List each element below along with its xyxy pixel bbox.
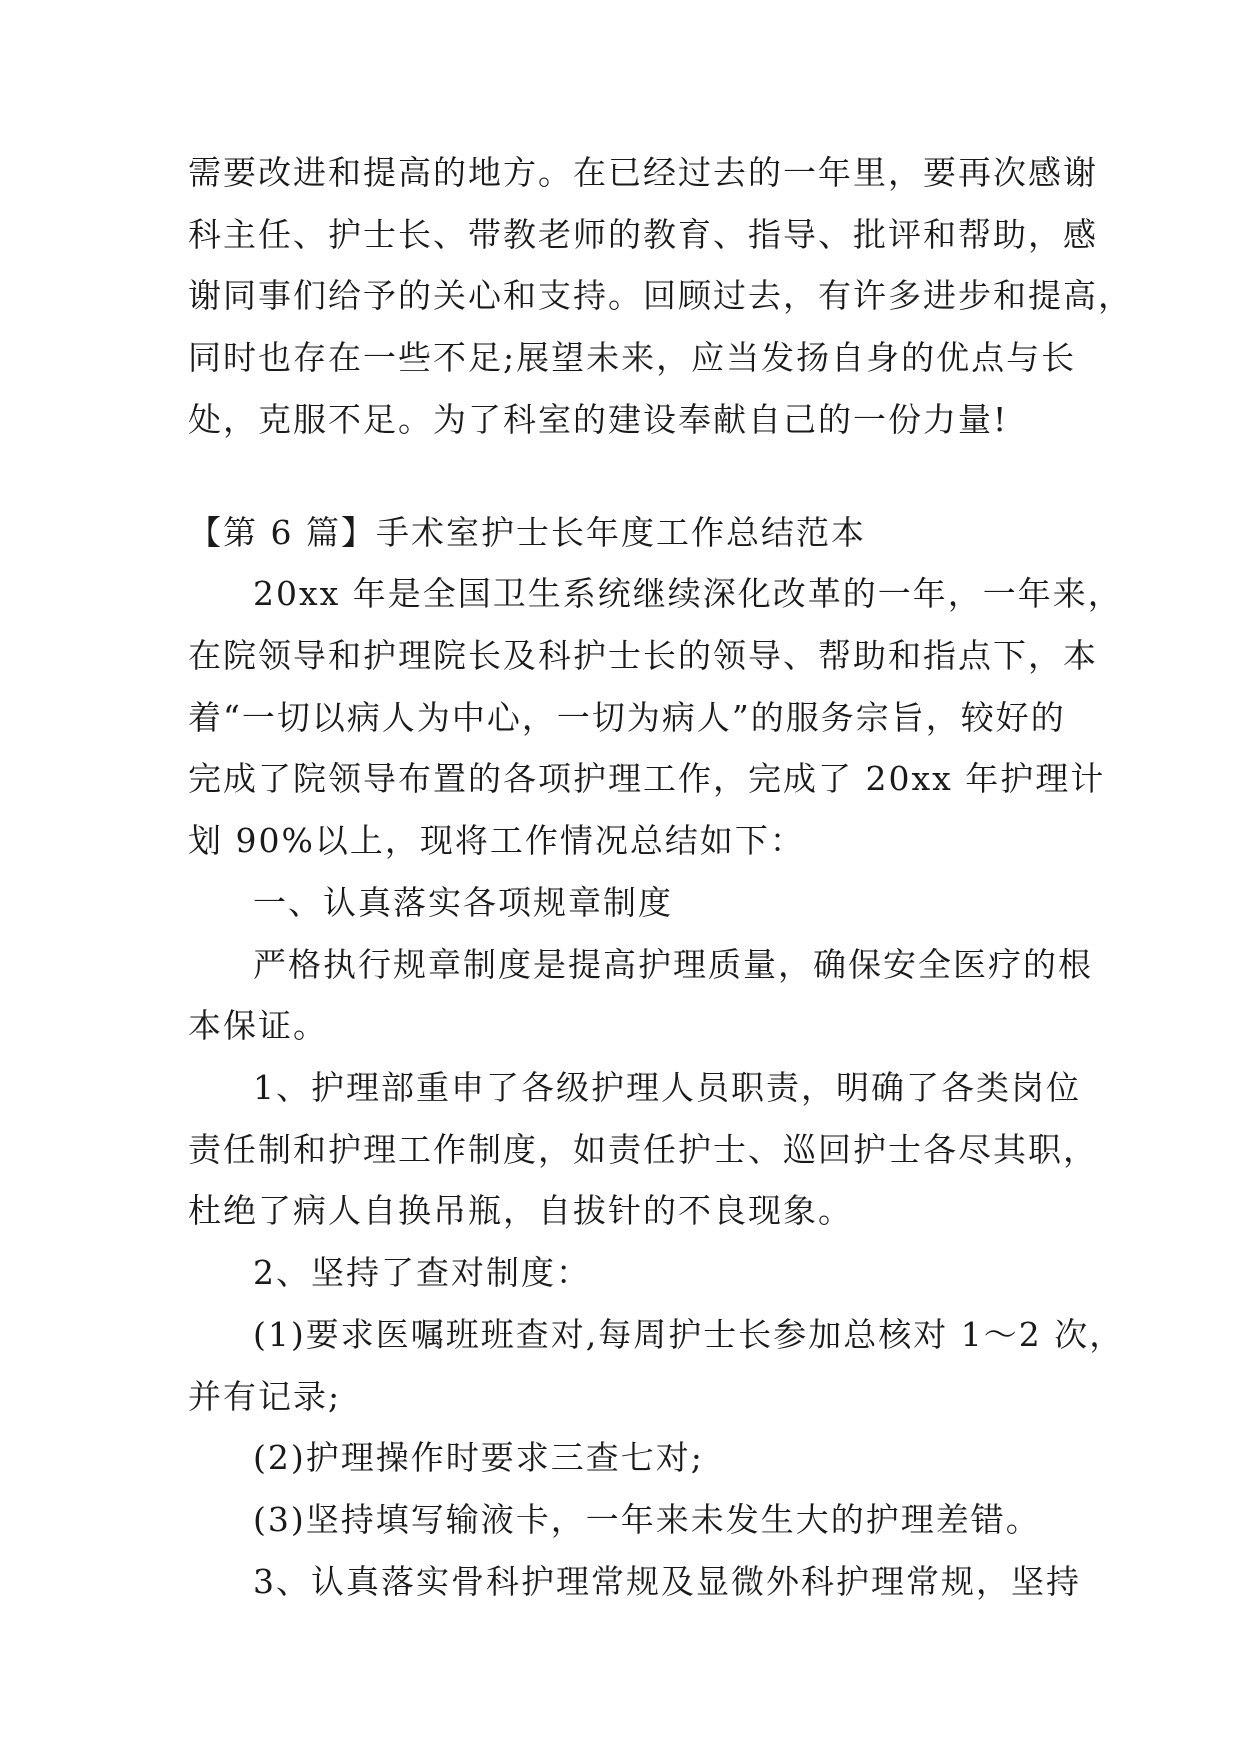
text-line: (2)护理操作时要求三查七对; [253, 1438, 704, 1477]
text-line: 本保证。 [188, 1006, 328, 1045]
text-line: 科主任、护士长、带教老师的教育、指导、批评和帮助，感 [188, 215, 1098, 254]
section-heading: 【第 6 篇】手术室护士长年度工作总结范本 [188, 513, 866, 552]
text-line: 并有记录; [188, 1377, 342, 1416]
text-line: 需要改进和提高的地方。在已经过去的一年里，要再次感谢 [188, 153, 1098, 192]
text-line: 在院领导和护理院长及科护士长的领导、帮助和指点下，本 [188, 636, 1098, 675]
text-line: 着“一切以病人为中心，一切为病人”的服务宗旨，较好的 [188, 698, 1066, 737]
text-line: 1、护理部重申了各级护理人员职责，明确了各类岗位 [253, 1068, 1081, 1107]
text-line: 杜绝了病人自换吊瓶，自拔针的不良现象。 [188, 1191, 853, 1230]
text-line: 20xx 年是全国卫生系统继续深化改革的一年，一年来， [253, 574, 1123, 613]
item-heading: 一、认真落实各项规章制度 [253, 883, 673, 922]
text-line: 3、认真落实骨科护理常规及显微外科护理常规，坚持 [253, 1562, 1081, 1601]
text-line: 同时也存在一些不足;展望未来，应当发扬自身的优点与长 [188, 338, 1077, 377]
text-line: 完成了院领导布置的各项护理工作，完成了 20xx 年护理计 [188, 759, 1106, 798]
text-line: 2、坚持了查对制度： [253, 1253, 591, 1292]
text-line: 严格执行规章制度是提高护理质量，确保安全医疗的根 [253, 945, 1093, 984]
text-line: 责任制和护理工作制度，如责任护士、巡回护士各尽其职， [188, 1130, 1098, 1169]
text-line: 谢同事们给予的关心和支持。回顾过去，有许多进步和提高， [188, 276, 1133, 315]
text-line: (1)要求医嘱班班查对,每周护士长参加总核对 1～2 次， [253, 1315, 1125, 1354]
text-line: (3)坚持填写输液卡，一年来未发生大的护理差错。 [253, 1500, 1041, 1539]
text-line: 划 90%以上，现将工作情况总结如下： [188, 821, 805, 860]
text-line: 处，克服不足。为了科室的建设奉献自己的一份力量! [188, 400, 1009, 439]
